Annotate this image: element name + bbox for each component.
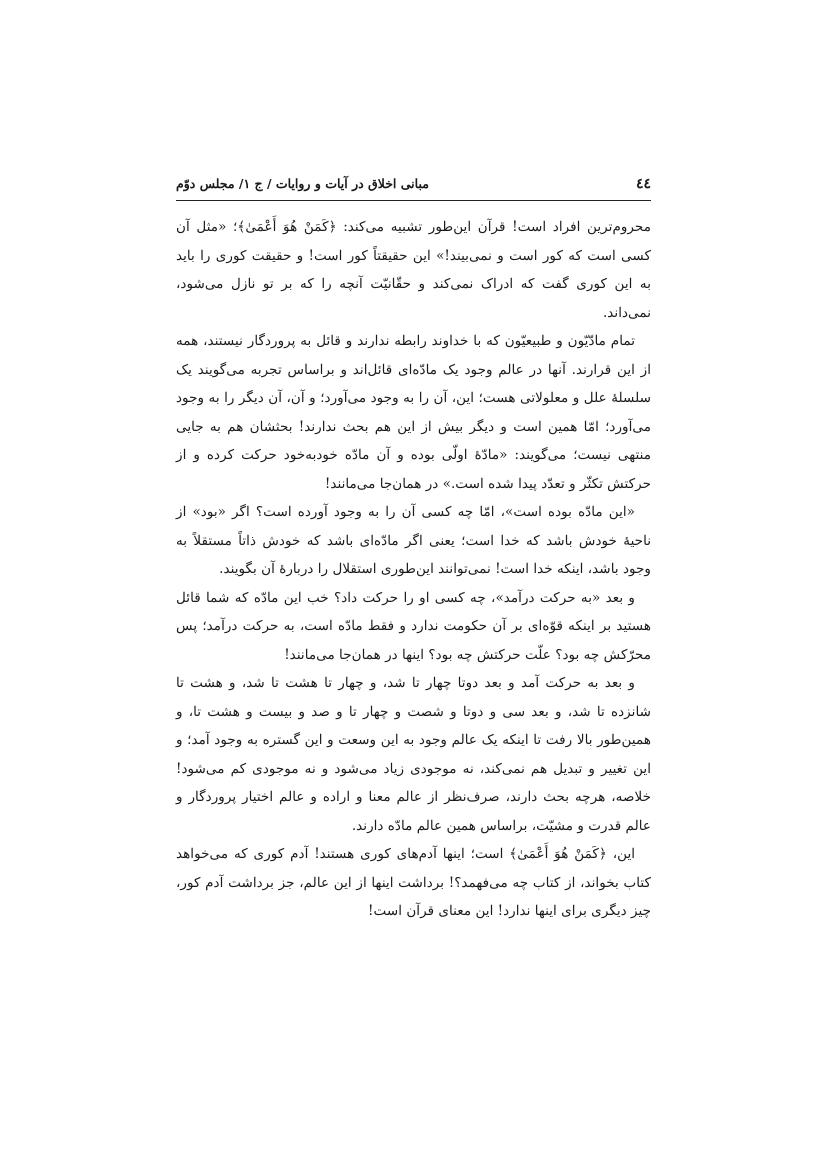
page-header <box>176 176 651 196</box>
paragraph-4: و بعد «به حرکت درآمد»، چه کسی او را حرکت داد؟ خب این مادّه که شما قائل هستید بر اینکه قوّه‌ای بر آن حکومت ندارد و فقط مادّه است، به حرکت درآمد؛ پس محرّکش چه بود؟ علّت حرکتش چه بود؟ اینها در همان‌جا می‌مانند! <box>176 589 651 663</box>
running-title: مبانی اخلاق در آیات و روایات / ج ۱/ مجلس دوّم <box>176 176 429 191</box>
book-page <box>176 0 651 1169</box>
page-number: ٤٤ <box>635 176 651 192</box>
paragraph-2: تمام مادّیّون و طبیعیّون که با خداوند رابطه ندارند و قائل به پروردگار نیستند، همه از این قرارند. آنها در عالم وجود یک مادّه‌ای قائل‌اند و براساس تجربه می‌گویند یک سلسلهٔ علل و معلولاتی هست؛ این، آن را به وجود می‌آورد؛ و آن، آن دیگر را به وجود می‌آورد؛ امّا همین است و دیگر بیش از این هم بحث ندارند! بحثشان هم به جایی منتهی نیست؛ می‌گویند: «مادّهٔ اولّی بوده و آن مادّه خودبه‌خود حرکت کرده و از حرکتش تکثّر و تعدّد پیدا شده است.» در همان‌جا می‌مانند! <box>176 333 651 492</box>
paragraph-5: و بعد به حرکت آمد و بعد دوتا چهار تا شد، و چهار تا هشت تا شد، و هشت تا شانزده تا شد، و بعد سی و دوتا و شصت و چهار تا و صد و بیست و هشت تا، و همین‌طور بالا رفت تا اینکه یک عالم وجود به این وسعت و این گستره به وجود آمد؛ و این تغییر و تبدیل هم نمی‌کند، نه موجودی زیاد می‌شود و نه موجودی کم می‌شود! خلاصه، هرچه بحث دارند، صرف‌نظر از عالم معنا و اراده و عالم اختیار پروردگار و عالم قدرت و مشیّت، براساس همین عالم مادّه دارند. <box>176 675 651 834</box>
paragraph-1: محروم‌ترین افراد است! قرآن این‌طور تشبیه می‌کند: ﴿کَمَنْ هُوَ أَعْمَىٰ﴾؛ «مثل آن کسی است که کور است و نمی‌بیند!» این حقیقتاً کور است! و حقیقت کوری را باید به این کوری گفت که ادراک نمی‌کند و حقّانیّت آنچه را که بر تو نازل می‌شود، نمی‌داند. <box>176 219 651 321</box>
header-divider <box>176 200 651 201</box>
paragraph-6: این، ﴿کَمَنْ هُوَ أَعْمَىٰ﴾ است؛ اینها آدم‌های کوری هستند! آدم کوری که می‌خواهد کتاب بخواند، از کتاب چه می‌فهمد؟! برداشت اینها از این عالم، جز برداشت آدم کور، چیز دیگری برای اینها ندارد! این معنای قرآن است! <box>176 846 651 919</box>
page-body <box>176 213 651 926</box>
paragraph-3: «این مادّه بوده است»، امّا چه کسی آن را به وجود آورده است؟ اگر «بود» از ناحیهٔ خودش باشد که خدا است؛ یعنی اگر مادّه‌ای باشد که خودش ذاتاً مستقلاً به وجود باشد، اینکه خدا است! نمی‌توانند این‌طوری استقلال را دربارهٔ آن بگویند. <box>176 504 651 577</box>
